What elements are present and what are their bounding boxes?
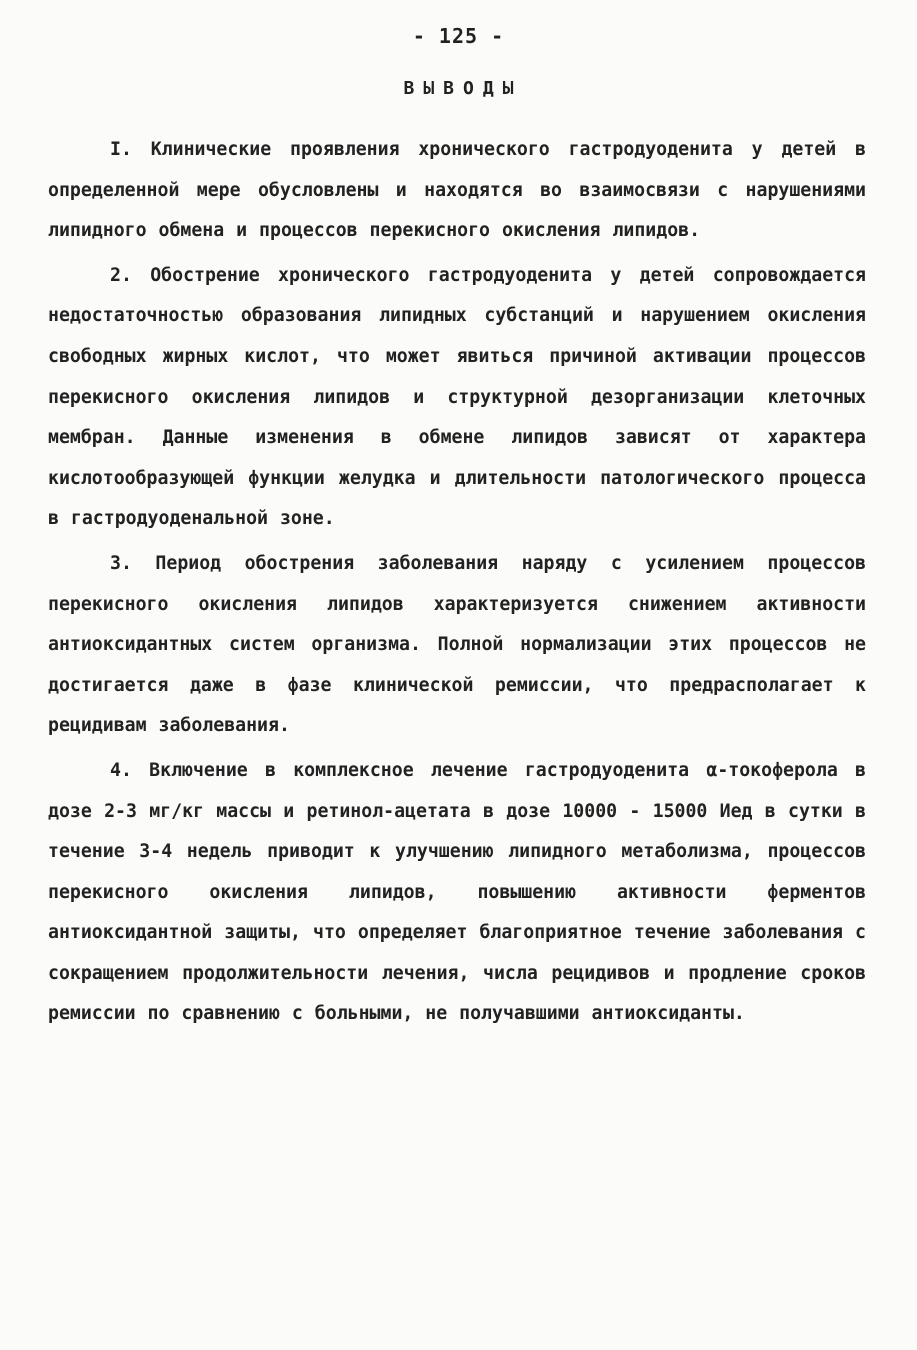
conclusions-list (48, 130, 866, 1039)
conclusion-1: I. Клинические проявления хронического гастродуоденита у детей в определенной мере обусловлены и находятся во взаимосвязи с нарушениями липидного обмена и процессов перекисного окисления липидов. (48, 139, 866, 242)
page-number: - 125 - (412, 24, 505, 48)
conclusion-4: 4. Включение в комплексное лечение гастродуоденита α-токоферола в дозе 2-3 мг/кг массы и ретинол-ацетата в дозе 10000 - 15000 Иед в сутки в течение 3-4 недель приводит к улучшению липидного метаболизма, процессов перекисного окисления липидов, повышению активности ферментов антиоксидантной защиты, что определяет благоприятное течение заболевания с сокращением продолжительности лечения, числа рецидивов и продление сроков ремиссии по сравнению с больными, не получавшими антиоксиданты. (48, 759, 866, 1025)
conclusion-2: 2. Обострение хронического гастродуоденита у детей сопровождается недостаточностью образования липидных субстанций и нарушением окисления свободных жирных кислот, что может явиться причиной активации процессов перекисного окисления липидов и структурной дезорганизации клеточных мембран. Данные изменения в обмене липидов зависят от характера кислотообразующей функции желудка и длительности патологического процесса в гастродуоденальной зоне. (48, 264, 866, 530)
page-title: ВЫВОДЫ (403, 78, 523, 99)
conclusion-3: 3. Период обострения заболевания наряду с усилением процессов перекисного окисления липидов характеризуется снижением активности антиоксидантных систем организма. Полной нормализации этих процессов не достигается даже в фазе клинической ремиссии, что предрасполагает к рецидивам заболевания. (48, 552, 866, 737)
